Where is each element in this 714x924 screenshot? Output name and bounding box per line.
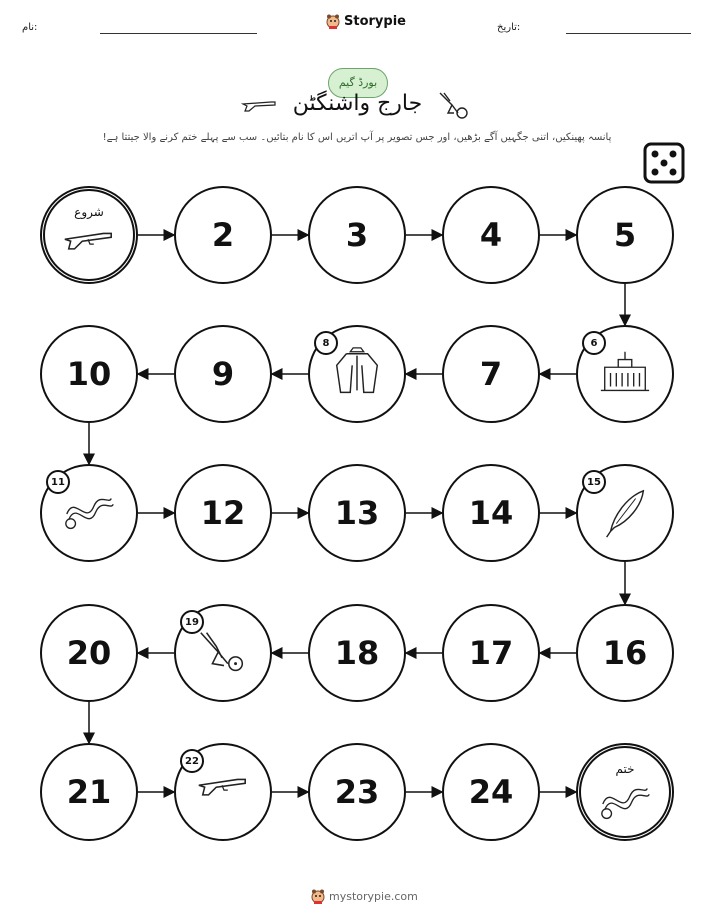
board-space [40, 325, 138, 423]
board-game-badge: بورڈ گیم [328, 68, 388, 98]
space-number: 16 [602, 634, 648, 672]
storypie-footer-logo-icon [311, 888, 325, 904]
board-space [308, 325, 406, 423]
board-space [576, 325, 674, 423]
board-space [442, 186, 540, 284]
start-label: شروع [74, 205, 104, 219]
tape-measure-icon [597, 775, 653, 831]
board-space [308, 186, 406, 284]
page-title: جارج واشنگٹن [292, 91, 423, 116]
board-space [576, 186, 674, 284]
instructions-text: پانسہ پھینکیں، اتنی جگہیں آگے بڑھیں، اور جس تصویر پر آپ اتریں اس کا نام بتائیں۔ سب سے پہلے ختم کرنے والا جیتتا ہے! [102, 132, 612, 143]
space-number-badge: 11 [46, 470, 70, 494]
footer [311, 888, 418, 904]
finish-label: ختم [615, 762, 635, 776]
board-space [174, 464, 272, 562]
start-space [40, 186, 138, 284]
space-number: 24 [468, 773, 514, 811]
board-space [442, 325, 540, 423]
space-number: 18 [334, 634, 380, 672]
space-number: 14 [468, 494, 514, 532]
board-space [442, 604, 540, 702]
board-space [174, 186, 272, 284]
space-number: 9 [211, 355, 235, 393]
space-number-badge: 15 [582, 470, 606, 494]
board-space [174, 325, 272, 423]
board-space [308, 743, 406, 841]
space-number: 7 [479, 355, 503, 393]
board-space [308, 464, 406, 562]
space-number: 21 [66, 773, 112, 811]
space-number-badge: 6 [582, 331, 606, 355]
space-number: 17 [468, 634, 514, 672]
board-space [40, 604, 138, 702]
board-space [576, 604, 674, 702]
space-number: 4 [479, 216, 503, 254]
space-number: 2 [211, 216, 235, 254]
plow-icon [195, 625, 251, 681]
board-space [576, 464, 674, 562]
building-icon [597, 346, 653, 402]
space-number: 20 [66, 634, 112, 672]
brand-name: Storypie [344, 13, 406, 29]
board-space [174, 743, 272, 841]
space-number: 3 [345, 216, 369, 254]
space-number: 23 [334, 773, 380, 811]
board-space [442, 464, 540, 562]
quill-icon [597, 485, 653, 541]
date-label: تاریخ: [497, 22, 521, 33]
coat-icon [329, 346, 385, 402]
tape-measure-icon [61, 485, 117, 541]
musket-icon [195, 764, 251, 820]
board-space [40, 464, 138, 562]
board-space [308, 604, 406, 702]
board-space [40, 743, 138, 841]
board-space [442, 743, 540, 841]
space-number: 12 [200, 494, 246, 532]
footer-url[interactable]: mystorypie.com [329, 889, 418, 903]
space-number: 5 [613, 216, 637, 254]
space-number-badge: 8 [314, 331, 338, 355]
space-number-badge: 19 [180, 610, 204, 634]
musket-icon [61, 218, 117, 274]
space-number: 10 [66, 355, 112, 393]
space-number: 13 [334, 494, 380, 532]
name-label: نام: [22, 22, 38, 33]
board-space [174, 604, 272, 702]
finish-space [576, 743, 674, 841]
space-number-badge: 22 [180, 749, 204, 773]
